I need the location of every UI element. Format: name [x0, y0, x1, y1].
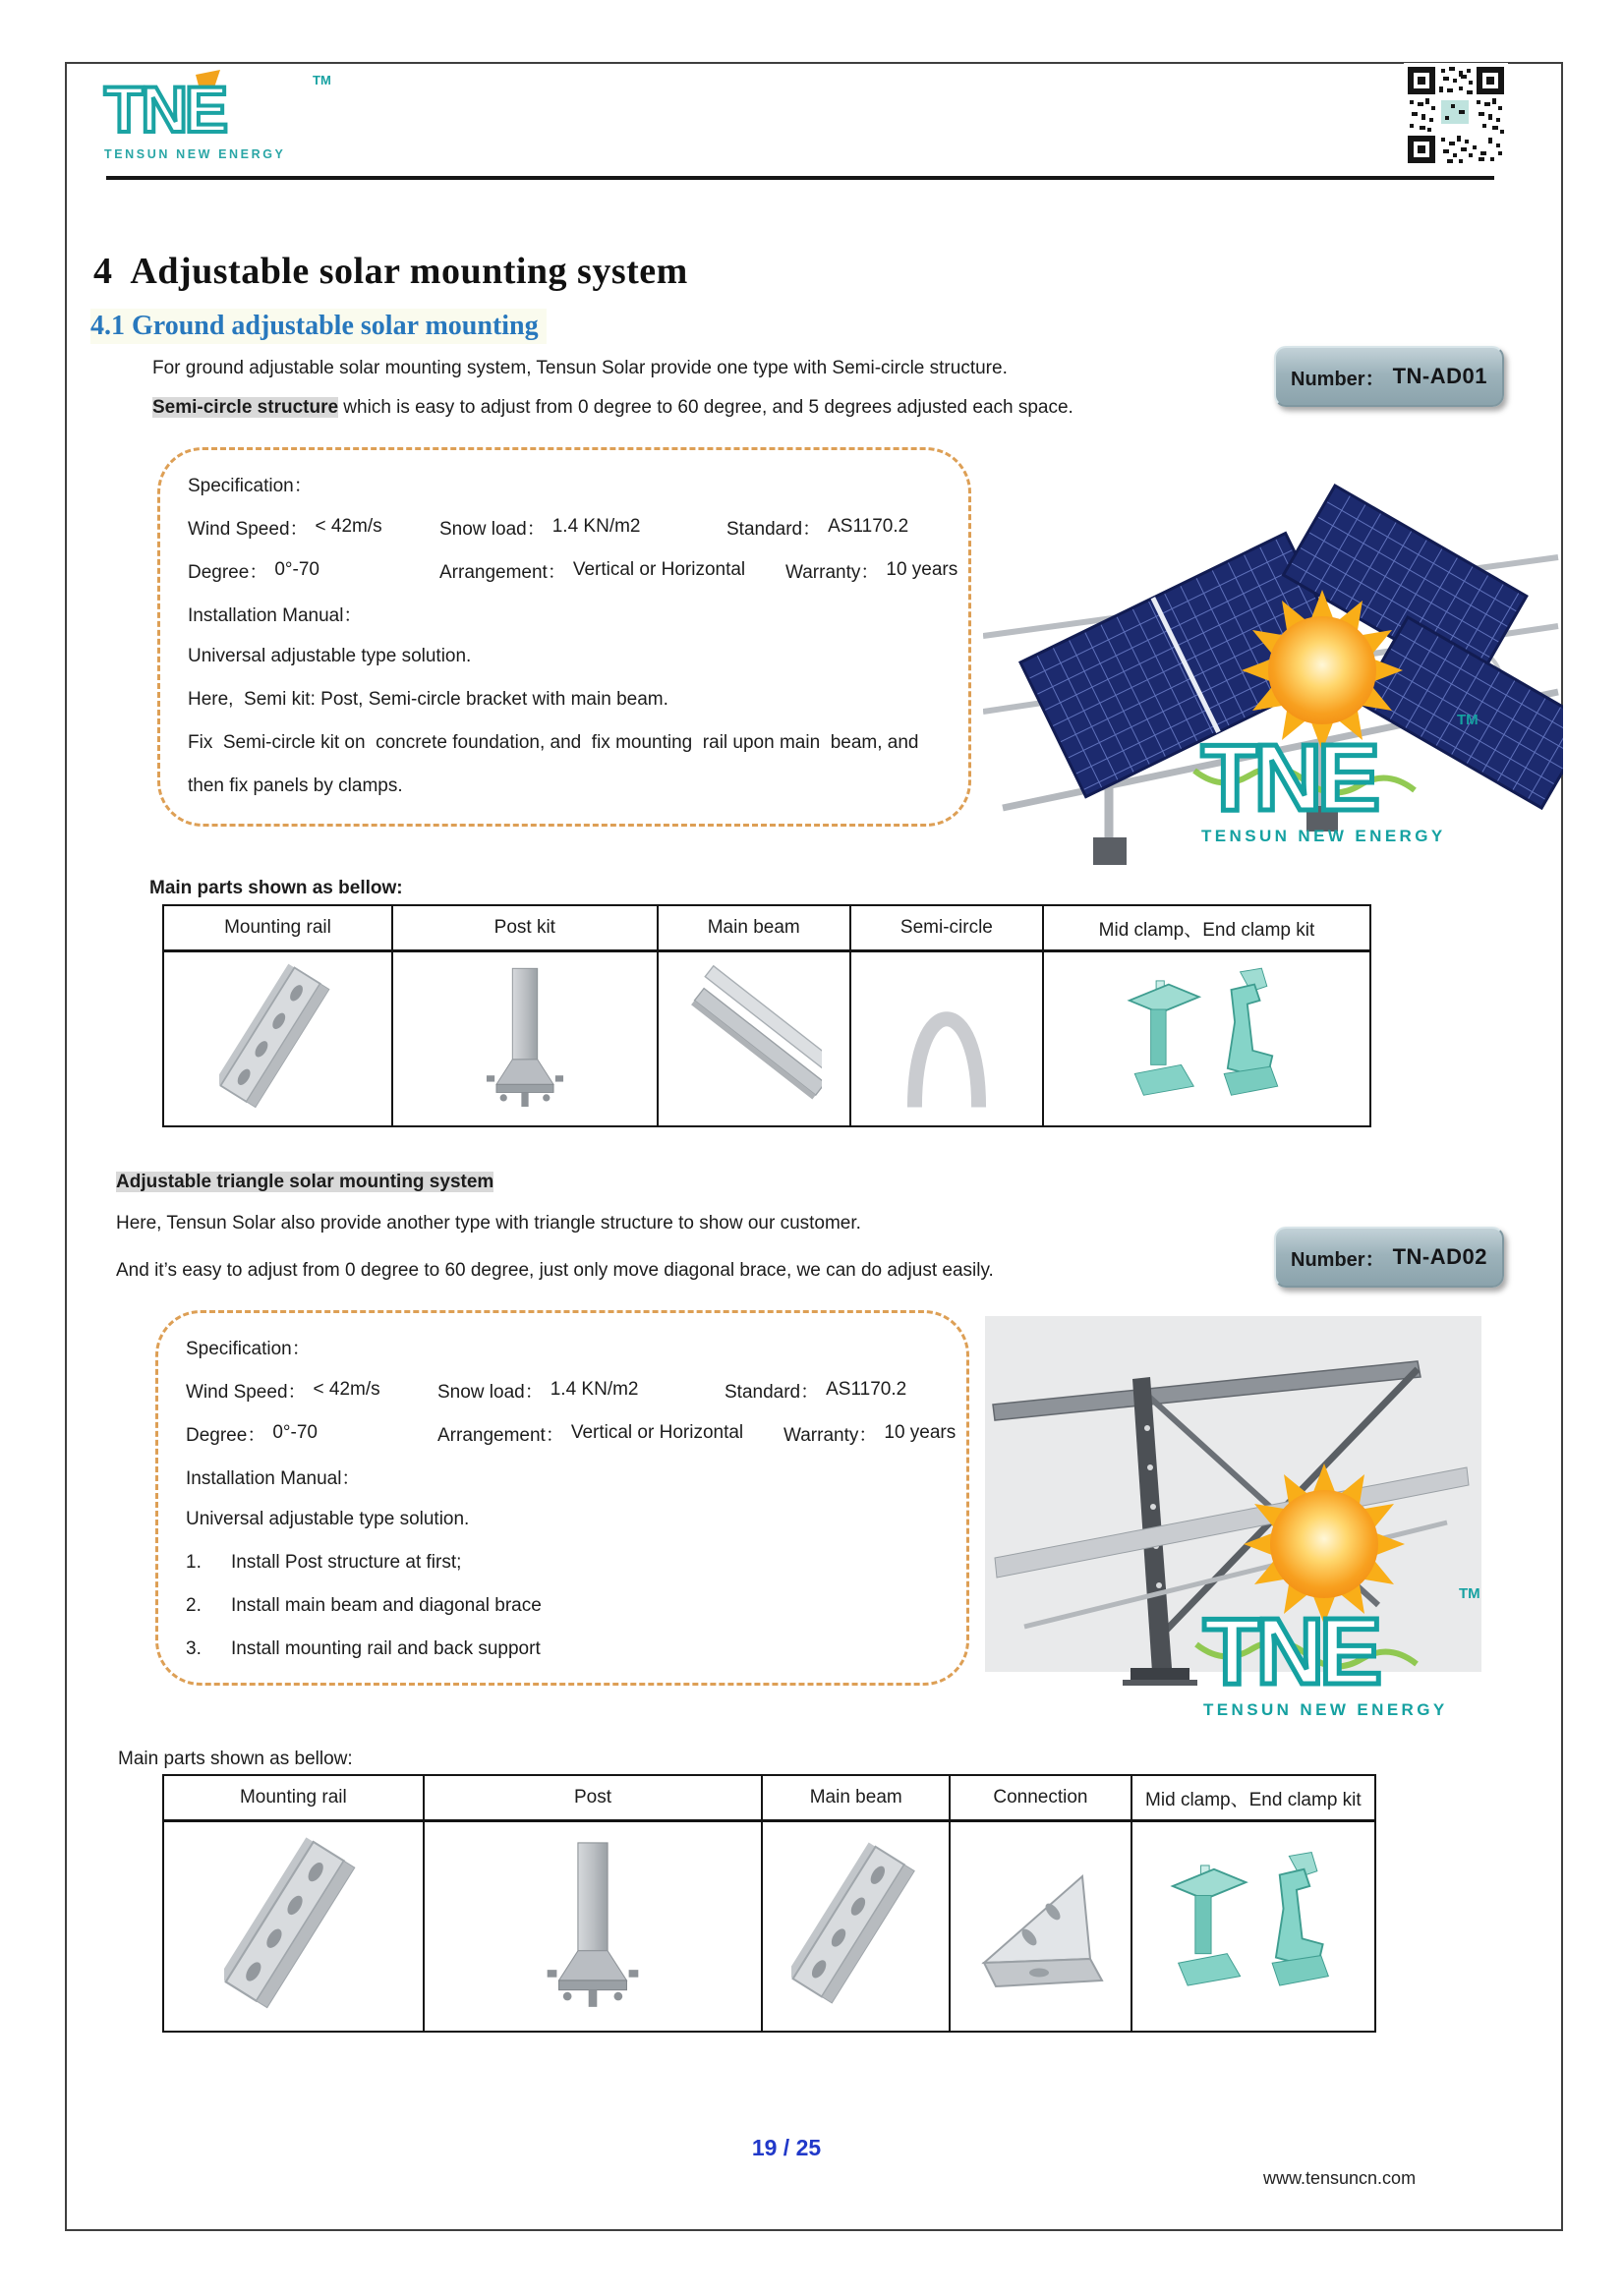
- parts-table-2: [162, 1774, 1376, 2033]
- manual-line-1: Universal adjustable type solution.: [186, 1509, 470, 1529]
- install-step-3: 3. Install mounting rail and back support: [186, 1638, 541, 1659]
- spec-row-2: [186, 1411, 966, 1455]
- cell-main-beam: [659, 952, 851, 1125]
- website-url: www.tensuncn.com: [1263, 2168, 1417, 2188]
- page-title: 4 Adjustable solar mounting system: [93, 251, 688, 292]
- cell-clamp-kit: [1044, 952, 1369, 1125]
- spec-title: Specification：: [188, 475, 313, 496]
- cell-post: [425, 1822, 764, 2031]
- logo-tm: TM: [313, 73, 331, 87]
- spec-standard: Standard： AS1170.2: [726, 516, 909, 540]
- triangle-mount-product-image: [985, 1310, 1563, 1748]
- col-header-semi-circle: Semi-circle: [851, 906, 1044, 952]
- cell-mounting-rail: [164, 1822, 425, 2031]
- mounting-rail-image: [219, 961, 335, 1117]
- s2-intro-line1: Here, Tensun Solar also provide another type with triangle structure to show our customer.: [116, 1213, 861, 1234]
- logo-subtitle: TENSUN NEW ENERGY: [104, 147, 286, 161]
- spec-warranty: Warranty： 10 years: [785, 559, 958, 583]
- cell-clamp-kit: [1132, 1822, 1374, 2031]
- product-number-badge-2: [1274, 1227, 1504, 1288]
- spec-wind: Wind Speed： < 42m/s: [188, 516, 382, 540]
- cell-semi-circle: [851, 952, 1044, 1125]
- parts-caption-2: Main parts shown as bellow:: [118, 1749, 353, 1769]
- install-step-2: 2. Install main beam and diagonal brace: [186, 1595, 542, 1616]
- end-clamp: [1272, 1853, 1328, 1986]
- s1-intro-line2-rest: which is easy to adjust from 0 degree to 60 degree, and 5 degrees adjusted each space.: [338, 397, 1073, 418]
- col-header-main-beam: Main beam: [763, 1776, 951, 1822]
- main-beam-image: [791, 1835, 921, 2018]
- end-clamp: [1225, 968, 1279, 1095]
- spec-title: Specification：: [186, 1338, 311, 1359]
- col-header-clamp-kit: Mid clamp、End clamp kit: [1132, 1776, 1374, 1822]
- watermark-text: TNE: [1201, 725, 1375, 831]
- spec-arrangement: Arrangement： Vertical or Horizontal: [439, 559, 746, 583]
- number-label: Number：: [1291, 368, 1385, 390]
- post-image: [524, 1835, 662, 2018]
- spec-wind: Wind Speed： < 42m/s: [186, 1379, 380, 1403]
- post-kit-image: [467, 961, 583, 1117]
- product-number-badge-1: [1274, 346, 1504, 407]
- spec-arrangement: Arrangement： Vertical or Horizontal: [437, 1422, 744, 1446]
- col-header-clamp-kit: Mid clamp、End clamp kit: [1044, 906, 1369, 952]
- spec-row-1: [186, 1368, 966, 1411]
- section-4-1-heading: 4.1 Ground adjustable solar mounting: [90, 309, 547, 344]
- spec-degree: Degree： 0°-70: [186, 1422, 318, 1446]
- spec-snow: Snow load： 1.4 KN/m2: [437, 1379, 639, 1403]
- cell-mounting-rail: [164, 952, 393, 1125]
- s2-heading: Adjustable triangle solar mounting system: [116, 1172, 494, 1192]
- qr-code-icon: [1404, 63, 1508, 167]
- col-header-post-kit: Post kit: [393, 906, 659, 952]
- connection-image: [966, 1835, 1114, 2018]
- watermark-tm: TM: [1459, 1585, 1480, 1602]
- col-header-mounting-rail: Mounting rail: [164, 1776, 425, 1822]
- manual-line-3: Fix Semi-circle kit on concrete foundation, and fix mounting rail upon main beam, and: [188, 732, 919, 753]
- ground-mount-product-image: [983, 425, 1563, 877]
- number-value: TN-AD01: [1392, 364, 1487, 388]
- logo-text: TNE: [104, 73, 225, 145]
- col-header-post: Post: [425, 1776, 764, 1822]
- tne-logo: [102, 69, 348, 165]
- page-number: 19 / 25: [751, 2135, 822, 2160]
- number-value: TN-AD02: [1392, 1244, 1487, 1269]
- parts-caption-1: Main parts shown as bellow:: [149, 878, 403, 898]
- spec-warranty: Warranty： 10 years: [783, 1422, 957, 1446]
- spec-box-1: [157, 447, 971, 827]
- mid-clamp: [1173, 1866, 1246, 1985]
- col-header-mounting-rail: Mounting rail: [164, 906, 393, 952]
- manual-title: Installation Manual：: [186, 1467, 361, 1489]
- main-beam-image: [686, 961, 822, 1117]
- manual-line-1: Universal adjustable type solution.: [188, 646, 472, 666]
- spec-standard: Standard： AS1170.2: [725, 1379, 907, 1403]
- spec-row-2: [188, 548, 968, 592]
- s1-intro-line2: [152, 397, 1073, 419]
- s1-highlight-term: Semi-circle structure: [152, 397, 339, 418]
- manual-title: Installation Manual：: [188, 604, 363, 626]
- cell-post-kit: [393, 952, 659, 1125]
- number-label: Number：: [1291, 1248, 1385, 1271]
- s1-intro-line1: For ground adjustable solar mounting system, Tensun Solar provide one type with Semi-circle structure.: [152, 358, 1008, 378]
- mounting-rail-image: [224, 1835, 362, 2018]
- mid-clamp: [1130, 981, 1199, 1095]
- semi-circle-image: [882, 961, 1012, 1117]
- spec-degree: Degree： 0°-70: [188, 559, 319, 583]
- manual-line-2: Here, Semi kit: Post, Semi-circle bracket with main beam.: [188, 689, 668, 710]
- spec-box-2: [155, 1310, 969, 1686]
- spec-snow: Snow load： 1.4 KN/m2: [439, 516, 641, 540]
- cell-connection: [951, 1822, 1132, 2031]
- col-header-main-beam: Main beam: [659, 906, 851, 952]
- s2-intro-line2: And it’s easy to adjust from 0 degree to 60 degree, just only move diagonal brace, we can do adjust easily.: [116, 1260, 994, 1281]
- install-step-1: 1. Install Post structure at first;: [186, 1552, 462, 1573]
- watermark-text: TNE: [1203, 1599, 1377, 1704]
- header-rule: [106, 176, 1494, 180]
- col-header-connection: Connection: [951, 1776, 1132, 1822]
- cell-main-beam: [763, 1822, 951, 2031]
- clamp-kit-image: [1108, 961, 1305, 1117]
- watermark-subtitle: TENSUN NEW ENERGY: [1203, 1700, 1448, 1719]
- parts-table-1: [162, 904, 1371, 1127]
- spec-row-1: [188, 505, 968, 548]
- watermark-tm: TM: [1457, 712, 1479, 728]
- watermark-subtitle: TENSUN NEW ENERGY: [1201, 827, 1446, 845]
- manual-line-4: then fix panels by clamps.: [188, 775, 403, 796]
- clamp-kit-image: [1150, 1835, 1357, 2018]
